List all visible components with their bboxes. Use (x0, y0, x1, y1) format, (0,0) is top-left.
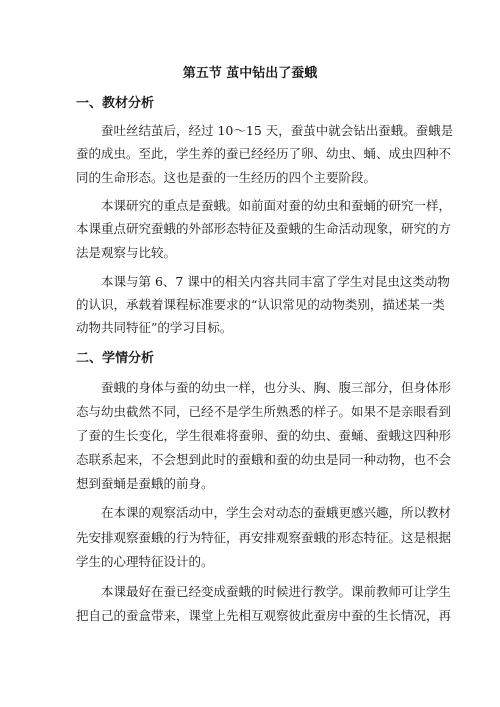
section-heading-textbook-analysis: 一、教材分析 (76, 96, 155, 111)
paragraph-line: 本课与第 6、7 课中的相关内容共同丰富了学生对昆虫这类动物 (101, 274, 450, 289)
paragraph-line: 动物共同特征”的学习目标。 (76, 320, 233, 335)
paragraph-line: 学生的心理特征设计的。 (76, 554, 214, 569)
paragraph-line: 蚕吐丝结茧后，经过 10～15 天，蚕茧中就会钻出蚕蛾。蚕蛾是 (101, 123, 454, 138)
paragraph-line: 把自己的蚕盒带来，课堂上先相互观察彼此蚕房中蚕的生长情况，再 (76, 608, 452, 623)
paragraph-line: 态与幼虫截然不同，已经不是学生所熟悉的样子。如果不是亲眼看到 (76, 404, 452, 419)
paragraph-line: 蚕蛾的身体与蚕的幼虫一样，也分头、胸、腹三部分，但身体形 (101, 380, 452, 395)
section-heading-learner-analysis: 二、学情分析 (76, 351, 155, 366)
paragraph-line: 态联系起来，不会想到此时的蚕蛾和蚕的幼虫是同一种动物，也不会 (76, 452, 452, 467)
paragraph-line: 本课研究的重点是蚕蛾。如前面对蚕的幼虫和蚕蛹的研究一样， (101, 198, 452, 213)
paragraph-line: 法是观察与比较。 (76, 245, 177, 260)
paragraph-line: 在本课的观察活动中，学生会对动态的蚕蛾更感兴趣，所以教材 (101, 505, 452, 520)
paragraph-line: 想到蚕蛹是蚕蛾的前身。 (76, 476, 214, 491)
paragraph-line: 本课最好在蚕已经变成蚕蛾的时候进行教学。课前教师可让学生 (101, 584, 452, 599)
paragraph-line: 同的生命形态。这也是蚕的一生经历的四个主要阶段。 (76, 170, 377, 185)
paragraph-line: 了蚕的生长变化，学生很难将蚕卵、蚕的幼虫、蚕蛹、蚕蛾这四种形 (76, 428, 452, 443)
paragraph-line: 先安排观察蚕蛾的行为特征，再安排观察蚕蛾的形态特征。这是根据 (76, 530, 452, 545)
page-title: 第五节 茧中钻出了蚕蛾 (182, 66, 318, 81)
paragraph-line: 蚕的成虫。至此，学生养的蚕已经经历了卵、幼虫、蛹、成虫四种不 (76, 146, 452, 161)
paragraph-line: 的认识，承载着课程标准要求的“认识常见的动物类别，描述某一类 (76, 297, 445, 312)
paragraph-line: 本课重点研究蚕蛾的外部形态特征及蚕蛾的生命活动现象，研究的方 (76, 221, 452, 236)
